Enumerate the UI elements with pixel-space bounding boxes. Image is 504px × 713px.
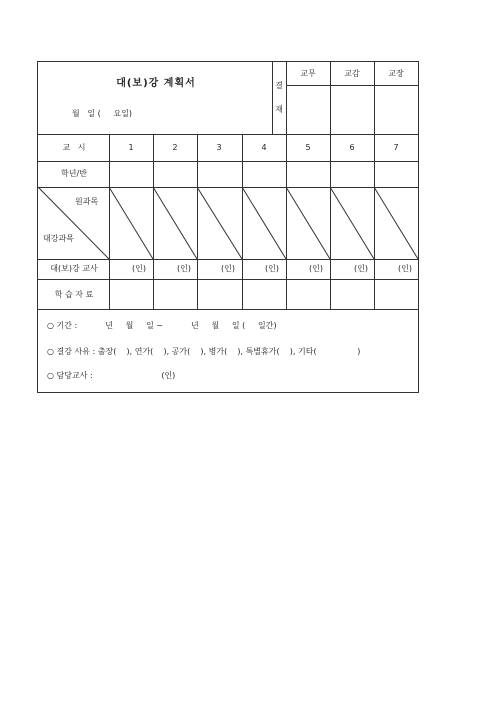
- approval-label-top: 결: [275, 81, 283, 90]
- seal-4: (인): [265, 264, 279, 273]
- seal-5: (인): [309, 264, 323, 273]
- period-3: 3: [216, 143, 222, 152]
- approver-principal: 교장: [388, 69, 404, 78]
- approver-academic: 교무: [300, 69, 316, 78]
- grade-class-label: 학년/반: [61, 169, 87, 178]
- approval-label-bottom: 재: [275, 105, 283, 114]
- plan-form: [37, 61, 419, 393]
- absence-reason-line: ○ 결강 사유 : 출장( ), 연가( ), 공가( ), 병가( ), 특별휴가( ), 기타( ): [47, 347, 361, 356]
- substitute-teacher-label: 대(보)강 교사: [50, 264, 98, 273]
- seal-1: (인): [132, 264, 146, 273]
- teacher-in-charge-line: ○ 담당교사 : (인): [47, 371, 176, 380]
- seal-2: (인): [177, 264, 191, 273]
- approver-vice-principal: 교감: [344, 69, 360, 78]
- seal-3: (인): [221, 264, 235, 273]
- period-2: 2: [172, 143, 178, 152]
- period-7: 7: [393, 143, 399, 152]
- materials-label: 학 습 자 료: [54, 290, 94, 299]
- form-title: 대(보)강 계획서: [116, 78, 196, 89]
- substitute-subject-label: 대강과목: [43, 234, 74, 243]
- seal-7: (인): [398, 264, 412, 273]
- period-1: 1: [128, 143, 134, 152]
- original-subject-label: 원과목: [75, 197, 99, 206]
- date-line: 월 일 ( 요일): [72, 109, 133, 118]
- period-6: 6: [349, 143, 355, 152]
- seal-6: (인): [354, 264, 368, 273]
- period-4: 4: [261, 143, 267, 152]
- period-label: 교 시: [62, 143, 86, 152]
- period-5: 5: [305, 143, 311, 152]
- period-range-line: ○ 기간 : 년 월 일 ~ 년 월 일 ( 일간): [47, 321, 277, 330]
